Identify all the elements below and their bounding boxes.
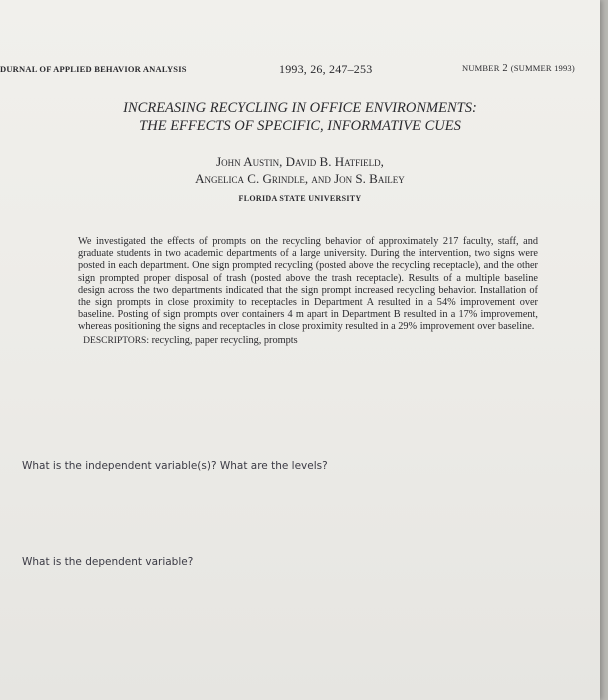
article-authors (0, 153, 600, 187)
journal-name: DURNAL OF APPLIED BEHAVIOR ANALYSIS (0, 64, 187, 74)
running-header (0, 62, 600, 80)
authors-line-2: Angelica C. Grindle, and Jon S. Bailey (195, 171, 405, 186)
abstract (78, 236, 538, 347)
issue-number-value: 2 (502, 63, 508, 74)
issue-number-label: NUMBER (462, 63, 500, 73)
article-title-line-2: THE EFFECTS OF SPECIFIC, INFORMATIVE CUES (139, 118, 461, 134)
question-independent-variable: What is the independent variable(s)? What are the levels? (22, 460, 328, 472)
issue-season: (SUMMER 1993) (510, 63, 575, 73)
descriptors-label: DESCRIPTORS: (83, 335, 149, 346)
affiliation: FLORIDA STATE UNIVERSITY (238, 194, 362, 203)
question-dependent-variable: What is the dependent variable? (22, 556, 194, 568)
descriptors (78, 335, 538, 347)
descriptors-text: recycling, paper recycling, prompts (151, 334, 298, 346)
issue-number (462, 63, 575, 74)
article-title (0, 99, 600, 135)
authors-line-1: John Austin, David B. Hatfield, (216, 154, 384, 169)
volume-pages: 1993, 26, 247–253 (279, 62, 373, 76)
article-title-line-1: INCREASING RECYCLING IN OFFICE ENVIRONMENTS: (123, 100, 477, 116)
abstract-text: We investigated the effects of prompts on the recycling behavior of approximately 217 faculty, staff, and graduate students in two academic departments of a large university. During the intervention, two signs were posted in each department. One sign prompted recycling (posted above the recycling receptacle), and the other sign prompted proper disposal of trash (posted above the trash receptacle). Results of a multiple baseline design across the two departments indicated that the sign prompt increased recycling behavior. Installation of the sign prompts in close proximity to receptacles in Department A resulted in a 54% improvement over baseline. Posting of sign prompts over containers 4 m apart in Department B resulted in a 17% improvement, whereas positioning the signs and receptacles in close proximity resulted in a 29% improvement over baseline. (78, 236, 538, 333)
